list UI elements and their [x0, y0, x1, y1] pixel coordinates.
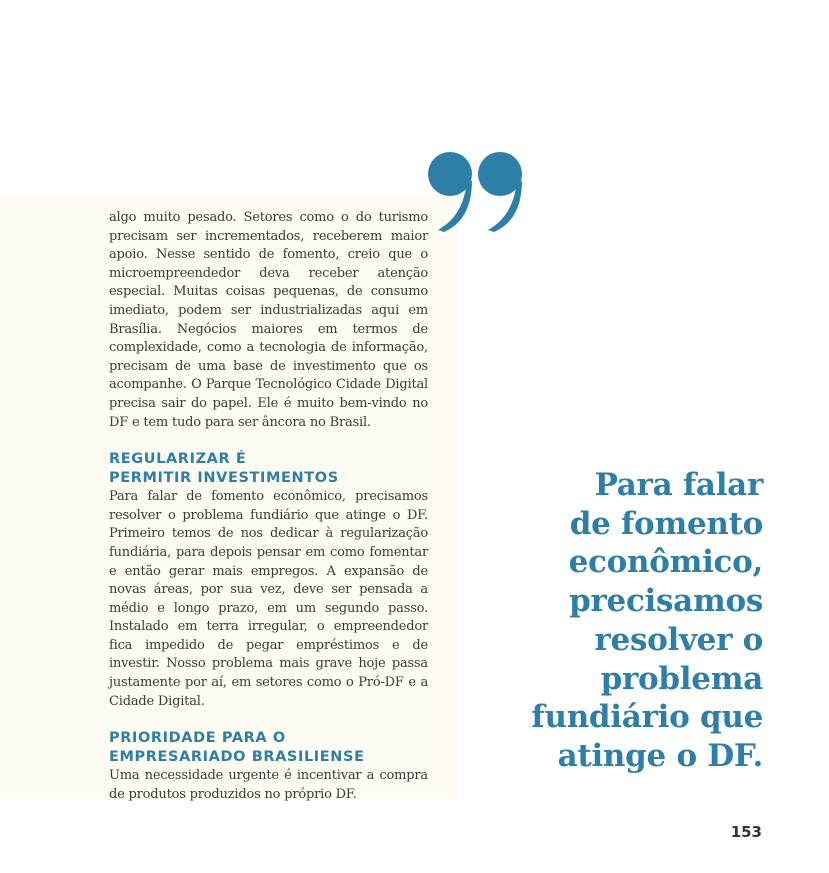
section-heading-line: EMPRESARIADO BRASILIENSE: [109, 749, 365, 766]
page-number: 153: [730, 823, 762, 841]
article-column: [109, 209, 428, 804]
pull-quote-line: fundiário que: [531, 699, 763, 736]
article-paragraph: Para falar de fomento econômico, precisamos resolver o problema fundiário que atinge o DF. Primeiro temos de nos dedicar à regularização fundiária, para depois pensar em como fomentar e então gerar mais empregos. A expansão de novas áreas, por sua vez, deve ser pensada a médio e longo prazo, em um segundo passo. Instalado em terra irregular, o empreendedor fica impedido de pegar empréstimos e de investir. Nosso problema mais grave hoje passa justamente por aí, em setores como o Pró-DF e a Cidade Digital.: [109, 489, 428, 709]
section-heading-prioridade: [109, 729, 428, 767]
pull-quote-line: Para falar: [594, 467, 763, 503]
pull-quote-line: econômico,: [568, 544, 763, 581]
section-heading-line: PERMITIR INVESTIMENTOS: [109, 470, 339, 487]
closing-quotation-mark-icon: [426, 150, 526, 234]
section-heading-regularizar: [109, 450, 428, 488]
pull-quote-line: precisamos: [569, 583, 763, 620]
article-paragraph: Uma necessidade urgente é incentivar a compra de produtos produzidos no próprio DF.: [109, 768, 428, 802]
pull-quote-line: atinge o DF.: [557, 737, 763, 774]
section-heading-line: PRIORIDADE PARA O: [109, 730, 286, 747]
article-paragraph: algo muito pesado. Setores como o do turismo precisam ser incrementados, receberem maior apoio. Nesse sentido de fomento, creio que o microempreendedor deva receber atenção especial. Muitas coisas pequenas, de consumo imediato, podem ser industrializadas aqui em Brasília. Negócios maiores em termos de complexidade, como a tecnologia de informação, precisam de uma base de investimento que os acompanhe. O Parque Tecnológico Cidade Digital precisa sair do papel. Ele é muito bem-vindo no DF e tem tudo para ser âncora no Brasil.: [109, 210, 428, 430]
pull-quote: [443, 466, 763, 776]
pull-quote-line: problema: [600, 660, 763, 697]
pull-quote-line: resolver o: [594, 621, 763, 658]
pull-quote-line: de fomento: [569, 505, 763, 542]
section-heading-line: REGULARIZAR É: [109, 451, 247, 468]
